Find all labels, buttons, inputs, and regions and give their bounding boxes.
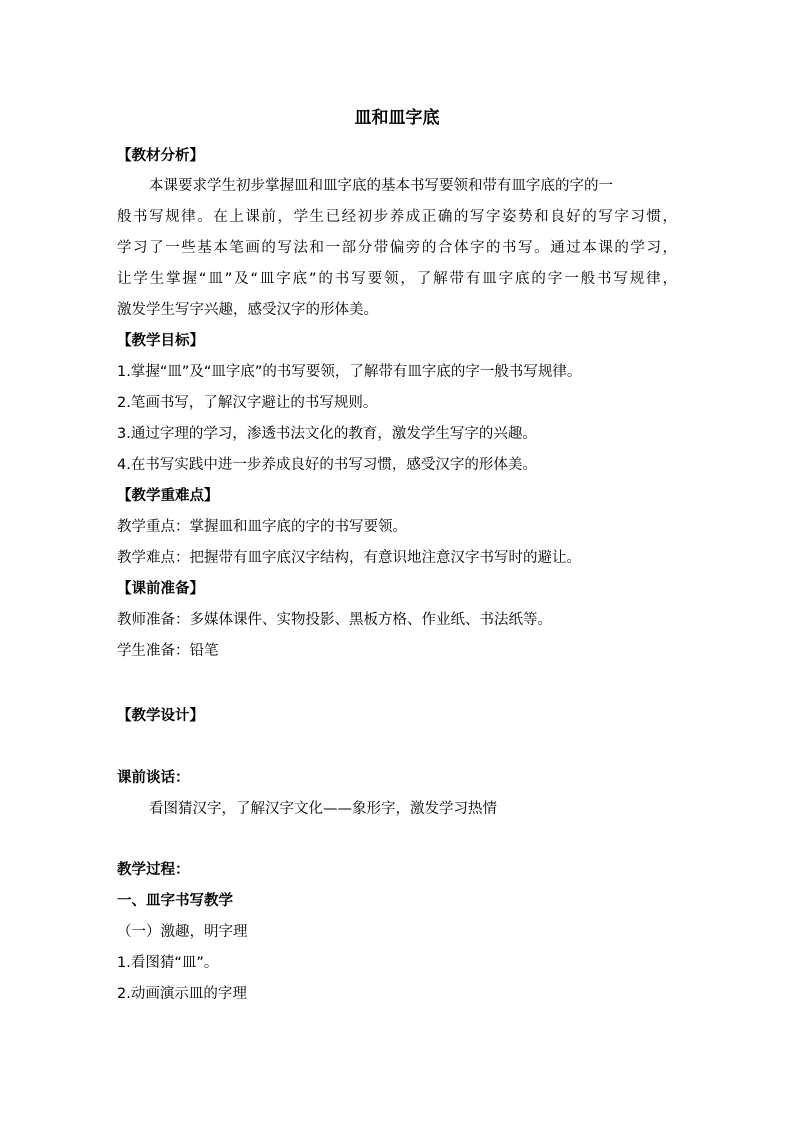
pre-talk-text: 看图猜汉字，了解汉字文化——象形字，激发学习热情 xyxy=(149,801,497,817)
process-part-heading: 一、皿字书写教学 xyxy=(117,893,233,909)
section-heading-process: 教学过程： xyxy=(117,862,190,878)
document-title: 皿和皿字底 xyxy=(354,108,440,128)
analysis-line: 本课要求学生初步掌握皿和皿字底的基本书写要领和带有皿字底的字的一 xyxy=(149,178,613,194)
section-heading-key-points: 【教学重难点】 xyxy=(117,488,219,504)
section-heading-goals: 【教学目标】 xyxy=(117,333,204,349)
preparation-teacher: 教师准备：多媒体课件、实物投影、黑板方格、作业纸、书法纸等。 xyxy=(117,612,552,628)
goal-item: 3.通过字理的学习，渗透书法文化的教育，激发学生写字的兴趣。 xyxy=(117,426,537,442)
section-heading-design: 【教学设计】 xyxy=(117,708,204,724)
process-subheading: （一）激趣，明字理 xyxy=(117,924,248,940)
analysis-line: 般书写规律。在上课前，学生已经初步养成正确的写字姿势和良好的写字习惯， xyxy=(117,209,677,225)
key-point-difficulty: 教学难点：把握带有皿字底汉字结构，有意识地注意汉字书写时的避让。 xyxy=(117,550,581,566)
goal-item: 1.掌握“皿”及“皿字底”的书写要领，了解带有皿字底的字一般书写规律。 xyxy=(117,364,582,380)
goal-item: 2.笔画书写，了解汉字避让的书写规则。 xyxy=(117,395,378,411)
key-point-focus: 教学重点：掌握皿和皿字底的字的书写要领。 xyxy=(117,519,407,535)
process-step: 2.动画演示皿的字理 xyxy=(117,986,247,1002)
section-heading-preparation: 【课前准备】 xyxy=(117,581,204,597)
analysis-line: 激发学生写字兴趣，感受汉字的形体美。 xyxy=(117,302,378,318)
preparation-student: 学生准备：铅笔 xyxy=(117,643,219,659)
analysis-line: 让学生掌握“皿”及“皿字底”的书写要领，了解带有皿字底的字一般书写规律， xyxy=(117,271,677,287)
process-step: 1.看图猜“皿”。 xyxy=(117,955,219,971)
analysis-line: 学习了一些基本笔画的写法和一部分带偏旁的合体字的书写。通过本课的学习， xyxy=(117,240,677,256)
section-heading-analysis: 【教材分析】 xyxy=(117,148,204,164)
section-heading-pre-talk: 课前谈话： xyxy=(117,770,190,786)
goal-item: 4.在书写实践中进一步养成良好的书写习惯，感受汉字的形体美。 xyxy=(117,457,537,473)
